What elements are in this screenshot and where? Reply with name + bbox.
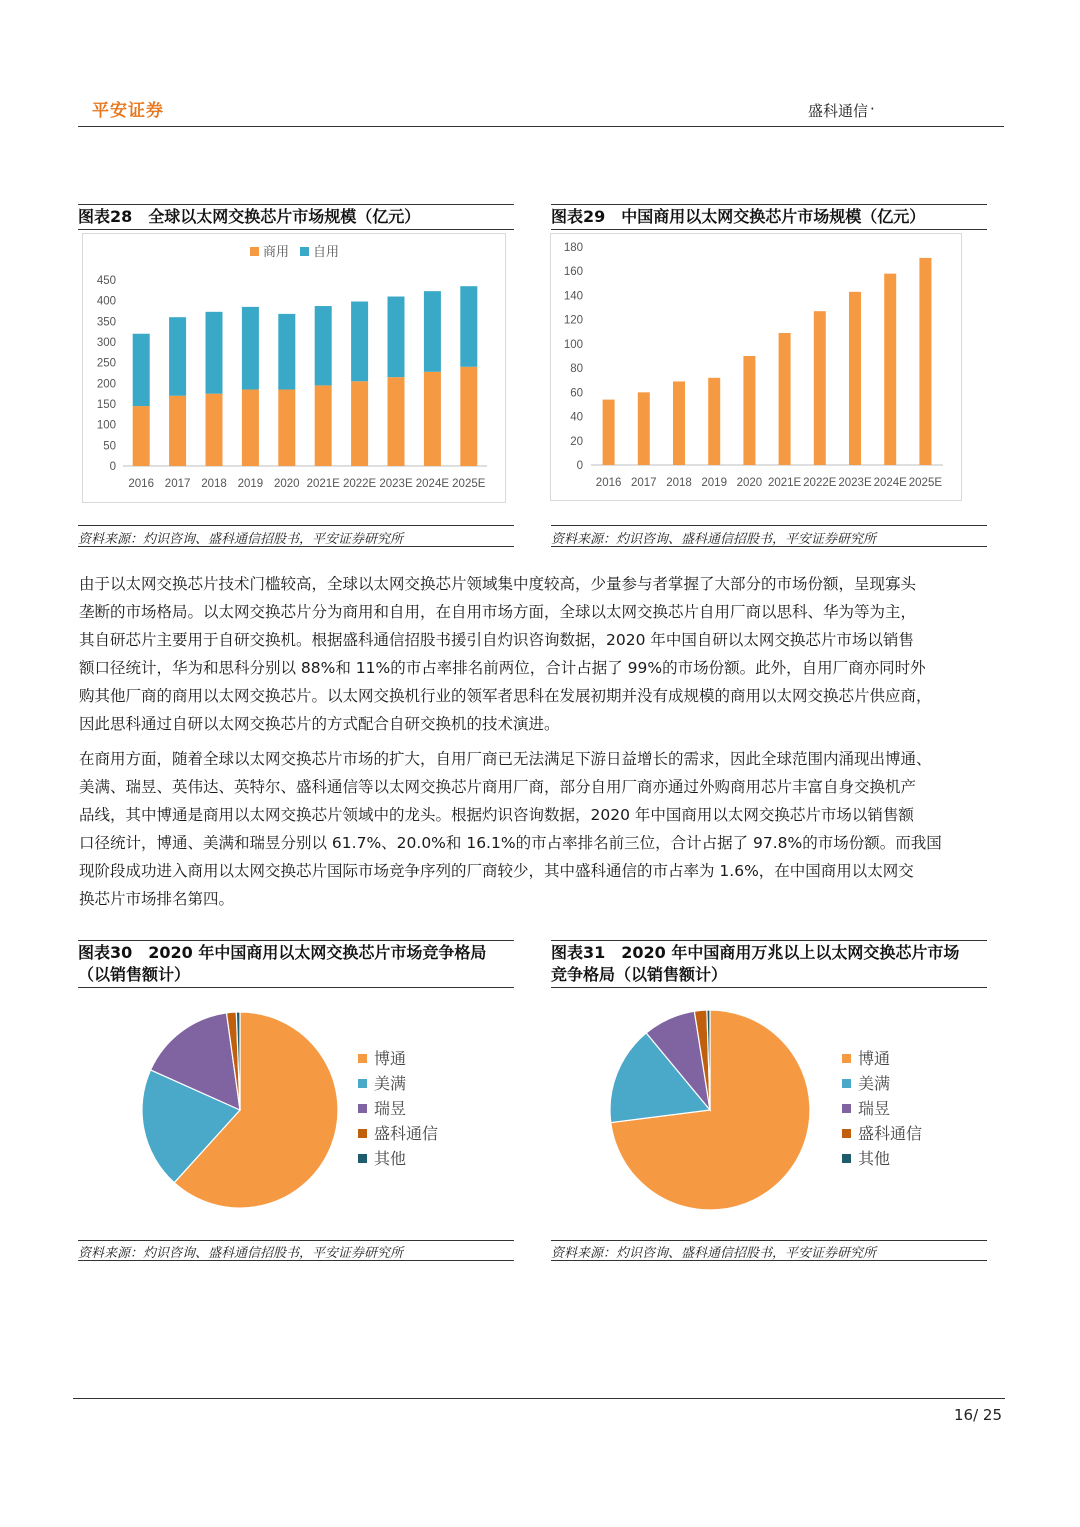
fig29-x-tick: 2018 xyxy=(666,477,692,489)
fig28-bar-commercial xyxy=(460,367,477,466)
fig30-title-line2: （以销售额计） xyxy=(78,965,191,984)
fig31-legend-swatch xyxy=(842,1104,851,1113)
fig28-y-tick: 350 xyxy=(96,316,116,329)
fig28-bar-captive xyxy=(133,334,150,406)
fig31-rule-bottom xyxy=(551,987,987,988)
fig28-title: 图表28 全球以太网交换芯片市场规模（亿元） xyxy=(78,207,421,226)
fig29-y-tick: 80 xyxy=(570,363,583,376)
p2-line: 品线，其中博通是商用以太网交换芯片领域中的龙头。根据灼识咨询数据，2020 年中国商用以太网交换芯片市场以销售额 xyxy=(79,806,914,824)
footer-rule xyxy=(73,1398,1005,1399)
fig30-legend-swatch xyxy=(358,1129,367,1138)
fig29-bar xyxy=(708,378,720,465)
fig31-rule-top xyxy=(551,940,987,941)
p1-line: 额口径统计，华为和思科分别以 88%和 11%的市占率排名前两位，合计占据了 99%的市场份额。此外，自用厂商亦同时外 xyxy=(79,659,926,677)
fig28-bar-commercial xyxy=(388,377,405,466)
fig29-rule-bottom xyxy=(551,229,987,230)
fig28-legend-swatch xyxy=(250,247,259,256)
fig30-rule-top xyxy=(78,940,514,941)
p1-line: 其自研芯片主要用于自研交换机。根据盛科通信招股书援引自灼识咨询数据，2020 年中国自研以太网交换芯片市场以销售 xyxy=(79,631,914,649)
fig28-y-tick: 300 xyxy=(96,337,116,349)
fig30-legend-item xyxy=(358,1096,438,1121)
fig28-bar-captive xyxy=(169,317,186,396)
fig31-title-line1: 图表31 2020 年中国商用万兆以上以太网交换芯片市场 xyxy=(551,943,960,962)
fig30-legend-label: 博通 xyxy=(374,1049,407,1068)
fig30-legend-label: 其他 xyxy=(374,1149,407,1168)
fig28-rule-bottom xyxy=(78,229,514,230)
fig29-y-tick: 160 xyxy=(563,266,583,279)
fig31-legend xyxy=(842,1046,922,1171)
fig29-y-tick: 20 xyxy=(570,435,583,448)
fig29-title: 图表29 中国商用以太网交换芯片市场规模（亿元） xyxy=(551,207,926,226)
fig31-legend-item xyxy=(842,1121,922,1146)
fig29-x-tick: 2023E xyxy=(838,477,872,489)
fig29-source-rule-bottom xyxy=(551,546,987,547)
company-dot: · xyxy=(870,100,875,118)
fig29-bar xyxy=(814,311,826,465)
p1-line: 购其他厂商的商用以太网交换芯片。以太网交换机行业的领军者思科在发展初期并没有成规模的商用以太网交换芯片供应商， xyxy=(79,687,932,705)
fig28-bar-commercial xyxy=(315,385,332,466)
fig28-bar-chart xyxy=(83,234,505,502)
p1-line: 因此思科通过自研以太网交换芯片的方式配合自研交换机的技术演进。 xyxy=(79,715,560,733)
fig29-x-tick: 2022E xyxy=(803,477,837,489)
fig30-legend-label: 盛科通信 xyxy=(374,1124,439,1143)
fig28-y-tick: 0 xyxy=(109,461,116,473)
fig28-x-tick: 2020 xyxy=(274,478,300,490)
fig28-bar-commercial xyxy=(206,394,223,466)
company-name: 盛科通信 xyxy=(807,102,868,120)
fig28-bar-captive xyxy=(388,297,405,378)
fig28-bar-captive xyxy=(315,306,332,385)
fig31-legend-item xyxy=(842,1071,922,1096)
fig29-x-tick: 2021E xyxy=(767,477,802,489)
fig29-bar xyxy=(919,258,931,465)
paragraph-2 xyxy=(79,745,1009,913)
fig28-y-tick: 400 xyxy=(96,295,116,308)
fig30-source: 资料来源：灼识咨询、盛科通信招股书，平安证券研究所 xyxy=(78,1246,404,1261)
fig31-source-rule xyxy=(551,1240,987,1241)
fig28-source-rule-bottom xyxy=(78,546,514,547)
fig30-legend-label: 瑞昱 xyxy=(374,1099,407,1118)
fig31-legend-swatch xyxy=(842,1079,851,1088)
fig30-legend-swatch xyxy=(358,1054,367,1063)
fig29-y-tick: 40 xyxy=(570,411,583,424)
fig29-bar xyxy=(673,381,685,465)
fig28-chart-frame xyxy=(82,233,506,503)
fig29-y-tick: 100 xyxy=(563,338,583,351)
fig29-y-tick: 180 xyxy=(563,242,583,254)
fig29-bar xyxy=(884,274,896,465)
fig28-bar-commercial xyxy=(169,396,186,466)
fig28-source-rule xyxy=(78,525,514,526)
fig28-y-tick: 150 xyxy=(96,399,116,411)
fig29-rule-top xyxy=(551,204,987,205)
fig30-legend-item xyxy=(358,1046,438,1071)
fig28-y-tick: 100 xyxy=(96,419,116,432)
fig29-bar xyxy=(603,400,615,465)
page-number: 16/ 25 xyxy=(954,1406,1002,1424)
fig28-x-tick: 2016 xyxy=(128,478,154,490)
fig30-source-rule xyxy=(78,1240,514,1241)
fig29-x-tick: 2019 xyxy=(701,477,727,489)
fig28-bar-commercial xyxy=(278,390,295,466)
fig28-y-tick: 450 xyxy=(96,275,116,287)
fig28-x-tick: 2022E xyxy=(342,478,377,490)
fig28-legend-swatch xyxy=(300,247,309,256)
fig29-y-tick: 0 xyxy=(576,460,583,472)
fig29-x-tick: 2020 xyxy=(736,477,763,489)
fig30-legend-swatch xyxy=(358,1154,367,1163)
fig28-bar-commercial xyxy=(242,390,259,466)
fig29-y-tick: 120 xyxy=(563,314,583,327)
fig29-source: 资料来源：灼识咨询、盛科通信招股书，平安证券研究所 xyxy=(551,532,877,547)
fig28-bar-commercial xyxy=(133,406,150,466)
fig30-legend-label: 美满 xyxy=(374,1074,407,1093)
fig31-legend-swatch xyxy=(842,1154,851,1163)
fig30-legend-swatch xyxy=(358,1079,367,1088)
fig29-source-rule xyxy=(551,525,987,526)
fig31-pie-chart xyxy=(608,1008,812,1212)
p1-line: 垄断的市场格局。以太网交换芯片分为商用和自用，在自用市场方面，全球以太网交换芯片自用厂商以思科、华为等为主， xyxy=(79,603,917,621)
fig28-legend-label: 自用 xyxy=(313,244,340,259)
fig31-source: 资料来源：灼识咨询、盛科通信招股书，平安证券研究所 xyxy=(551,1246,877,1261)
paragraph-1 xyxy=(79,570,1009,738)
fig28-bar-captive xyxy=(460,286,477,367)
fig30-legend-item xyxy=(358,1146,438,1171)
fig29-x-tick: 2024E xyxy=(873,477,907,489)
fig28-bar-captive xyxy=(278,314,295,390)
fig31-legend-label: 美满 xyxy=(858,1074,891,1093)
fig31-legend-label: 盛科通信 xyxy=(858,1124,923,1143)
fig29-x-tick: 2016 xyxy=(595,477,622,489)
fig31-title-line2: 竞争格局（以销售额计） xyxy=(551,965,728,984)
fig30-legend xyxy=(358,1046,438,1171)
fig28-x-tick: 2024E xyxy=(415,478,450,490)
fig31-legend-item xyxy=(842,1146,922,1171)
fig28-legend-label: 商用 xyxy=(263,244,290,259)
fig31-legend-label: 其他 xyxy=(858,1149,891,1168)
fig29-bar xyxy=(849,292,861,465)
p2-line: 现阶段成功进入商用以太网交换芯片国际市场竞争序列的厂商较少，其中盛科通信的市占率为 1.6%，在中国商用以太网交 xyxy=(79,862,914,880)
fig29-chart-frame xyxy=(550,233,962,501)
fig28-y-tick: 50 xyxy=(103,440,116,453)
fig28-x-tick: 2025E xyxy=(452,478,486,490)
fig29-bar xyxy=(779,333,791,465)
fig28-x-tick: 2019 xyxy=(237,478,264,490)
fig28-x-tick: 2017 xyxy=(164,478,191,490)
header-rule xyxy=(78,126,1004,127)
fig28-source: 资料来源：灼识咨询、盛科通信招股书，平安证券研究所 xyxy=(78,532,404,547)
fig30-title-line1: 图表30 2020 年中国商用以太网交换芯片市场竞争格局 xyxy=(78,943,487,962)
fig28-x-tick: 2021E xyxy=(306,478,340,490)
fig29-y-tick: 140 xyxy=(563,290,583,303)
fig31-legend-item xyxy=(842,1046,922,1071)
fig29-bar xyxy=(638,392,650,465)
fig28-bar-commercial xyxy=(351,381,368,466)
fig28-x-tick: 2018 xyxy=(201,478,227,490)
brand-logo-text: 平安证券 xyxy=(92,101,164,121)
fig31-legend-item xyxy=(842,1096,922,1121)
fig28-y-tick: 250 xyxy=(96,357,116,370)
fig28-y-tick: 200 xyxy=(96,378,116,391)
fig28-bar-captive xyxy=(206,312,223,394)
fig28-rule-top xyxy=(78,204,514,205)
fig30-legend-swatch xyxy=(358,1104,367,1113)
fig28-bar-captive xyxy=(424,291,441,372)
p2-line: 在商用方面，随着全球以太网交换芯片市场的扩大，自用厂商已无法满足下游日益增长的需求，因此全球范围内涌现出博通、 xyxy=(79,750,932,768)
fig30-legend-item xyxy=(358,1121,438,1146)
fig31-source-rule-bottom xyxy=(551,1260,987,1261)
fig29-x-tick: 2017 xyxy=(631,477,657,489)
p2-line: 口径统计，博通、美满和瑞昱分别以 61.7%、20.0%和 16.1%的市占率排名前三位，合计占据了 97.8%的市场份额。而我国 xyxy=(79,834,942,852)
fig29-bar-chart xyxy=(551,234,961,500)
fig30-rule-bottom xyxy=(78,987,514,988)
fig28-x-tick: 2023E xyxy=(379,478,413,490)
fig31-legend-swatch xyxy=(842,1129,851,1138)
p2-line: 换芯片市场排名第四。 xyxy=(79,890,235,908)
p2-line: 美满、瑞昱、英伟达、英特尔、盛科通信等以太网交换芯片商用厂商，部分自用厂商亦通过外购商用芯片丰富自身交换机产 xyxy=(79,778,917,796)
fig30-legend-item xyxy=(358,1071,438,1096)
fig31-legend-swatch xyxy=(842,1054,851,1063)
fig30-pie-chart xyxy=(140,1010,340,1210)
fig29-x-tick: 2025E xyxy=(908,477,943,489)
p1-line: 由于以太网交换芯片技术门槛较高，全球以太网交换芯片领域集中度较高，少量参与者掌握了大部分的市场份额，呈现寡头 xyxy=(79,575,917,593)
fig29-y-tick: 60 xyxy=(570,387,583,400)
fig31-legend-label: 瑞昱 xyxy=(858,1099,891,1118)
fig28-bar-commercial xyxy=(424,372,441,466)
fig30-source-rule-bottom xyxy=(78,1260,514,1261)
fig28-bar-captive xyxy=(242,307,259,390)
fig28-bar-captive xyxy=(351,301,368,381)
fig29-bar xyxy=(743,356,755,465)
fig31-legend-label: 博通 xyxy=(858,1049,891,1068)
